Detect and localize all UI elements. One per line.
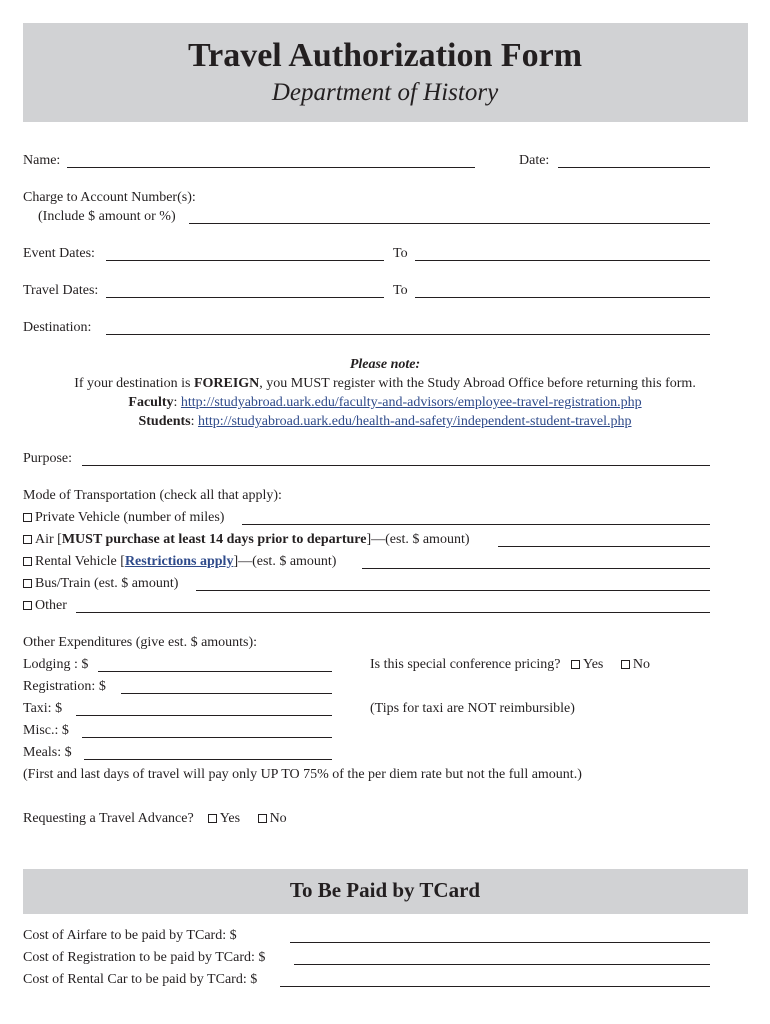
other-input[interactable] [76, 595, 710, 613]
air-input[interactable] [498, 529, 710, 547]
destination-label: Destination: [23, 320, 92, 335]
advance-no-checkbox[interactable] [258, 814, 267, 823]
registration-input[interactable] [121, 676, 332, 694]
bus-input[interactable] [196, 573, 710, 591]
private-vehicle-checkbox[interactable] [23, 513, 32, 522]
foreign-note: If your destination is FOREIGN, you MUST register with the Study Abroad Office before returning this form. [74, 376, 696, 391]
charge-label: Charge to Account Number(s): [23, 190, 196, 205]
destination-input[interactable] [106, 317, 710, 335]
event-to-label: To [393, 246, 408, 261]
travel-start-input[interactable] [106, 280, 384, 298]
travel-to-label: To [393, 283, 408, 298]
rental-row: Rental Vehicle [Restrictions apply]—(est. $ amount) [23, 553, 336, 571]
private-vehicle-input[interactable] [242, 507, 710, 525]
lodging-label: Lodging : $ [23, 657, 89, 672]
purpose-label: Purpose: [23, 451, 72, 466]
other-row: Other [23, 597, 67, 615]
rental-checkbox[interactable] [23, 557, 32, 566]
bus-row: Bus/Train (est. $ amount) [23, 575, 178, 593]
conference-yes-checkbox[interactable] [571, 660, 580, 669]
lodging-input[interactable] [98, 654, 332, 672]
name-input[interactable] [67, 150, 475, 168]
tcard-airfare-label: Cost of Airfare to be paid by TCard: $ [23, 928, 237, 943]
department-subtitle: Department of History [271, 79, 499, 106]
misc-input[interactable] [82, 720, 332, 738]
taxi-label: Taxi: $ [23, 701, 63, 716]
travel-advance-row: Requesting a Travel Advance? Yes No [23, 811, 287, 826]
students-link-row: Students: http://studyabroad.uark.edu/health-and-safety/independent-student-travel.php [138, 414, 632, 429]
event-end-input[interactable] [415, 243, 710, 261]
charge-note: (Include $ amount or %) [38, 209, 176, 224]
tcard-rental-label: Cost of Rental Car to be paid by TCard: $ [23, 972, 258, 987]
tcard-registration-input[interactable] [294, 947, 710, 965]
faculty-link[interactable]: http://studyabroad.uark.edu/faculty-and-advisors/employee-travel-registration.php [180, 395, 642, 410]
advance-yes-checkbox[interactable] [208, 814, 217, 823]
meals-label: Meals: $ [23, 745, 72, 760]
bus-checkbox[interactable] [23, 579, 32, 588]
private-vehicle-row: Private Vehicle (number of miles) [23, 509, 224, 527]
tcard-registration-label: Cost of Registration to be paid by TCard: $ [23, 950, 266, 965]
charge-input[interactable] [189, 206, 710, 224]
meals-input[interactable] [84, 742, 332, 760]
air-row: Air [MUST purchase at least 14 days prior to departure]—(est. $ amount) [23, 531, 470, 549]
travel-end-input[interactable] [415, 280, 710, 298]
tcard-title: To Be Paid by TCard [289, 878, 481, 902]
event-dates-label: Event Dates: [23, 246, 95, 261]
conference-pricing-row: Is this special conference pricing? Yes No [370, 657, 650, 672]
transport-heading: Mode of Transportation (check all that apply): [23, 488, 282, 503]
tcard-airfare-input[interactable] [290, 925, 710, 943]
purpose-input[interactable] [82, 448, 710, 466]
date-input[interactable] [558, 150, 710, 168]
registration-label: Registration: $ [23, 679, 106, 694]
restrictions-link[interactable]: Restrictions apply [124, 554, 234, 569]
air-checkbox[interactable] [23, 535, 32, 544]
taxi-note: (Tips for taxi are NOT reimbursible) [370, 701, 575, 716]
faculty-link-row: Faculty: http://studyabroad.uark.edu/faculty-and-advisors/employee-travel-registration.php [128, 395, 642, 410]
tcard-rental-input[interactable] [280, 969, 710, 987]
event-start-input[interactable] [106, 243, 384, 261]
taxi-input[interactable] [76, 698, 332, 716]
name-label: Name: [23, 153, 61, 168]
per-diem-note: (First and last days of travel will pay only UP TO 75% of the per diem rate but not the full amount.) [23, 767, 582, 782]
rental-input[interactable] [362, 551, 710, 569]
travel-dates-label: Travel Dates: [23, 283, 99, 298]
form-title: Travel Authorization Form [187, 37, 583, 74]
students-link[interactable]: http://studyabroad.uark.edu/health-and-safety/independent-student-travel.php [198, 414, 632, 429]
conference-no-checkbox[interactable] [621, 660, 630, 669]
other-checkbox[interactable] [23, 601, 32, 610]
expenses-heading: Other Expenditures (give est. $ amounts): [23, 635, 258, 650]
date-label: Date: [519, 153, 550, 168]
misc-label: Misc.: $ [23, 723, 69, 738]
note-heading: Please note: [349, 357, 421, 372]
